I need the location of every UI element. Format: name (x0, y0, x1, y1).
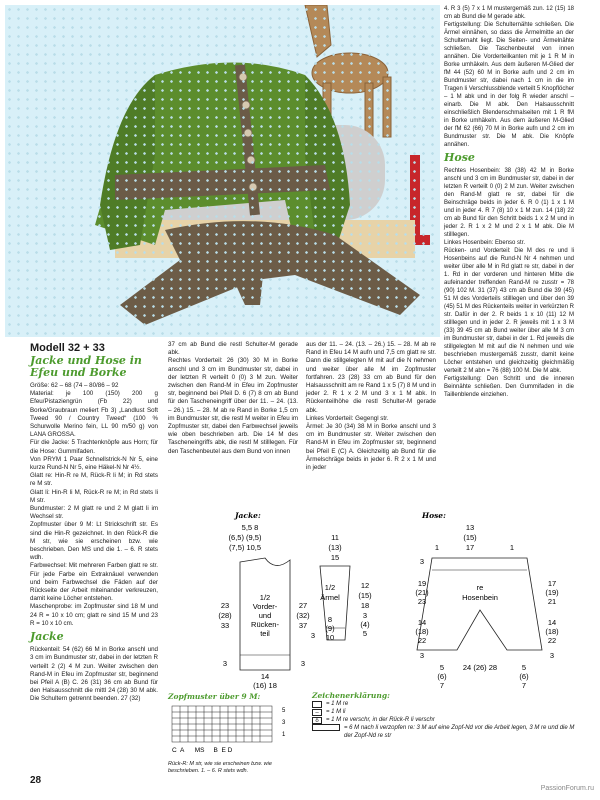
text-linkes-hosenbein: Linkes Hosenbein: Ebenso str. (444, 240, 526, 246)
aermel-bottom-2: (9) (325, 624, 335, 633)
jacke-top-dim-3: (7,5) 10,5 (228, 543, 262, 552)
text-rechtes-hosenbein: Rechtes Hosenbein: 38 (38) 42 M in Borke anschl und 3 cm im Bundmuster str, dabei in der letzten R verteilt 0 (0) 2 M zun. Weiter zwischen den Rand-M glatt re str, dabei für die Beinschräge beids in jeder 6. R 0 (1) 1 x 1 M und in jeder 4. R 7 (8) 10 x 1 M zun. 14 (18) 22 cm ab Bund für den Schritt beids 1 x 2 M und in jeder 2. R 1 x 2 M und 2 x 1 M abk. Die M stilllegen. (444, 168, 574, 238)
aermel-bottom-1: 8 (327, 615, 333, 624)
jacke-center-3: und (258, 611, 272, 620)
hose-right-4: 14 (547, 618, 557, 627)
hose-top-1: 13 (465, 523, 475, 532)
legend-item-zopf: = 6 M nach li verzopfen re: 3 M auf eine Zopf-Nd vor die Arbeit legen, 3 M re und die M der Zopf-Nd re str (312, 724, 582, 740)
hose-left-2: (21) (415, 588, 429, 597)
aermel-3: 3 (310, 631, 316, 640)
aermel-top-2: (13) (328, 543, 342, 552)
text-fertigstellung: Fertigstellung: Die Schulternähte schließen. Die Ärmel einnähen, so dass die Ärmelmitte an der Schulternaht liegt. Die Seiten- und Ärmelnähte schließen. Die Taschenbeutel von innen annähen. Die Vorderteilkanten mit je 1 R M in Borke umhäkeln. Aus dem äußeren M-Glied der fM 44 (52) 60 M in Borke aufn und 2 cm im Bundmuster str, dabei nach 1 cm in die im Tragen li Verschlussblende verteilt 5 Knopflöcher – 1 M abk und in der folg R wieder anschl – einarb. Die M abk. Den Halsausschnitt einschließlich Blendenschmalseiten mit 1 R fM in Borke umhäkeln. Aus dem äußeren M-Glied der fM 62 (66) 70 M in Borke aufn und 2 cm im Bundmuster str. Die M abk. Die Knöpfe annähen. (444, 22, 574, 148)
zopf-letters: C A MS B E D (172, 747, 233, 754)
hose-bottom-l3: 7 (439, 681, 445, 690)
column-3 (306, 341, 436, 472)
title-line-1: Jacke und Hose in (30, 354, 142, 367)
section-jacke: Jacke (30, 630, 64, 644)
jacke-label: Jacke: (235, 511, 261, 520)
aermel-right-6: 5 (362, 629, 368, 638)
text-zopfmuster: Zopfmuster über 9 M: Lt Strickschrift str. Es sind die Hin-R gezeichnet. In den Rück-R die M str, wie sie erscheinen bzw. wie beschrieben. Den MS und die 1. – 6. R stets wdh. (30, 521, 158, 562)
jacke-top-dim: 5,5 8 (241, 523, 259, 532)
hose-label: Hose: (422, 511, 446, 520)
column-2 (168, 341, 298, 456)
hose-left-6: 22 (417, 636, 427, 645)
jacke-center-5: teil (260, 629, 270, 638)
zopf-grid (168, 704, 298, 756)
legend-item-verschr: δ = 1 M re verschr, in der Rück-R li verschr (312, 716, 582, 724)
product-photo (5, 5, 440, 337)
jacke-center-4: Rücken- (251, 620, 279, 629)
zeichenerklaerung (312, 692, 582, 740)
text-c1: aus der 11. – 24. (13. – 26.) 15. – 28. M ab re Rand in Efeu 14 M aufn und 7,5 cm glatt re str. Dann die stillgelegten M mit auf die N nehmen und weiter über alle M im Zopfmuster fortfahren. 23 (28) 33 cm ab Bund für den Halsausschnitt am re Rand 1 x 5 (7) 8 M und in jeder 2. R 1 x 2 M und 3 x 1 M abk. In Rückenteilhöhe die restl Schulter-M gerade abk. (306, 341, 436, 414)
column-4 (444, 5, 574, 399)
zopfmuster-chart (168, 692, 298, 775)
text-glatt-re: Glatt re: Hin-R re M, Rück-R li M; in Rd stets re M str. (30, 472, 158, 488)
jacke-center-1: 1/2 (259, 593, 271, 602)
jacke-left-1: 23 (220, 601, 230, 610)
hose-schematic (412, 510, 582, 695)
model-heading: Modell 32 + 33 (30, 342, 105, 354)
zopf-row-5: 5 (282, 708, 286, 714)
hose-outline (417, 558, 542, 650)
aermel-top-1: 11 (331, 533, 339, 542)
jacke-right-3: 37 (298, 621, 308, 630)
text-bundmuster: Bundmuster: 2 M glatt re und 2 M glatt li im Wechsel str. (30, 505, 158, 521)
jacke-3-b: 3 (300, 659, 306, 668)
hose-top-right: 1 (509, 543, 515, 552)
hose-bottom: 24 (26) 28 (462, 663, 498, 672)
hose-right-2: (19) (545, 588, 559, 597)
jacke-bottom-2: (16) 18 (253, 681, 277, 690)
text-fertigstellung-hose: Fertigstellung: Den Schritt und die inneren Beinnähte schließen. Den Gummifaden in die Taillenblende einziehen. (444, 376, 574, 398)
zopf-row-3: 3 (282, 720, 286, 726)
text-b1: 37 cm ab Bund die restl Schulter-M gerade abk. (168, 341, 298, 357)
zeichen-label: Zeichenerklärung: (312, 691, 390, 700)
hose-left-1: 19 (417, 579, 427, 588)
text-rechtes-vorderteil: Rechtes Vorderteil: 26 (30) 30 M in Borke anschl und 3 cm im Bundmuster str, dabei in der letzten R verteilt 0 (0) 3 M zun. Weiter zwischen den Rand-M in Efeu im Zopfmuster str, beginnend bei Pfeil D. 6 (7) 8 cm ab Bund für den Tascheneingriff über der 11. – 24. (13. – 26.) 15. – 28. M ab re Rand in Borke 1,5 cm im Bundmuster str, die restl M weiter in Efeu im Zopfmuster str, dabei den Farbwechsel jeweils wie oben beschrieben arb. Die 14 M des Tascheneingriffs abk, die restl M stilllegen. Für den Taschenbeutel aus dem Bund von innen (168, 357, 298, 455)
legend-item-re: = 1 M re (312, 700, 582, 708)
text-glatt-li: Glatt li: Hin-R li M, Rück-R re M; in Rd stets li M str. (30, 488, 158, 504)
hose-center-2: Hosenbein (462, 593, 498, 602)
aermel-label-2: Ärmel (320, 593, 340, 602)
zopf-label: Zopfmuster über 9 M: (168, 692, 261, 701)
aermel-bottom-3: 10 (325, 633, 335, 642)
hose-right-1: 17 (547, 579, 557, 588)
hose-3-a: 3 (419, 557, 425, 566)
aermel-label-1: 1/2 (324, 583, 336, 592)
zopf-caption: Rück-R: M str, wie sie erscheinen bzw. wie beschrieben. 1. – 6. R stets wdh. (168, 761, 272, 774)
jacke-bottom-1: 14 (260, 672, 270, 681)
hose-top-2: (15) (463, 533, 477, 542)
text-material: Material: je 100 (150) 200 g Efeu/Pistaziengrün (Fb 22) und Borke/Graubraun meliert Fb 3) „Landlust Soft Tweed 90 / Country Tweed“ (100 % Schurwolle Merino fein, LL 90 m/50 g) von LANA GROSSA. (30, 390, 158, 439)
jacke-schematic (195, 510, 420, 690)
text-maschenprobe: Maschenprobe: im Zopfmuster sind 18 M und 24 R = 10 x 10 cm; glatt re sind 15 M und 23 R = 10 x 10 cm. (30, 603, 158, 627)
aermel-right-5: (4) (360, 620, 370, 629)
jacke-left-2: (28) (218, 611, 232, 620)
hose-right-6: 22 (547, 636, 557, 645)
hose-left-3: 23 (417, 597, 427, 606)
text-linkes-vorderteil: Linkes Vorderteil: Gegengl str. (306, 414, 389, 422)
aermel-right-1: 12 (360, 581, 370, 590)
jacke-right-2: (32) (296, 611, 310, 620)
legend-item-li: – = 1 M li (312, 708, 582, 716)
text-groesse: Größe: 62 – 68 (74 – 80/86 – 92 (30, 382, 119, 389)
hose-bottom-l2: (6) (437, 672, 447, 681)
hose-3-b: 3 (419, 651, 425, 660)
aermel-right-4: 3 (362, 611, 368, 620)
zopf-row-1: 1 (282, 732, 286, 738)
aermel-right-2: (15) (358, 591, 372, 600)
hose-bottom-r2: (6) (519, 672, 529, 681)
hose-bottom-r1: 5 (521, 663, 527, 672)
hose-left-5: (18) (415, 627, 429, 636)
text-farbwechsel: Farbwechsel: Mit mehreren Farben glatt re str. Für jede Farbe ein Extraknäuel verwenden und beim Farbwechsel die Fäden auf der Rückseite der Arbeit miteinander verkreuzen, damit keine Löcher entstehen. (30, 562, 158, 603)
text-jacke: Für die Jacke: 5 Trachtenknöpfe aus Horn; für die Hose: Gummifaden. (30, 439, 158, 455)
hose-3-c: 3 (549, 651, 555, 660)
aermel-top-3: 15 (330, 553, 340, 562)
jacke-left-3: 33 (220, 621, 230, 630)
title-line-2: Efeu und Borke (30, 366, 127, 379)
jacke-right-1: 27 (298, 601, 308, 610)
text-rueckenteil: Rückenteil: 54 (62) 66 M in Borke anschl und 3 cm im Bundmuster str, dabei in der letzten R verteilt 2 (2) 4 M zun. Weiter zwischen den Rand-M in Efeu im Zopfmuster str, beginnend bei Pfeil A (B) C. 26 (31) 36 cm ab Bund für den Halsausschnitt die mittl 24 (28) 30 M abk. Die Schultern getrennt beenden. 27 (32) (30, 646, 158, 703)
text-nadeln: Von PRYM 1 Paar Schnellstrick-N Nr 5, eine kurze Rund-N Nr 5, eine Häkel-N Nr 4½. (30, 455, 158, 472)
aermel-right-3: 18 (360, 601, 370, 610)
hose-top-3: 17 (465, 543, 475, 552)
text-aermel: Ärmel: Je 30 (34) 38 M in Borke anschl und 3 cm im Bundmuster str. Weiter zwischen den Rand-M in Efeu im Zopfmuster str, beginnend bei Pfeil E (C) A. Gleichzeitig ab Bund für die Ärmelschräge beids in jeder 6. R 2 x 1 M und in jeder (306, 423, 436, 472)
hose-left-4: 14 (417, 618, 427, 627)
jacke-top-dim-2: (6,5) (9,5) (228, 533, 262, 542)
page-number: 28 (30, 775, 42, 786)
hose-bottom-l1: 5 (439, 663, 445, 672)
hose-center-1: re (476, 583, 484, 592)
jacke-3-a: 3 (222, 659, 228, 668)
hose-top-left: 1 (434, 543, 440, 552)
column-1 (30, 341, 158, 704)
section-hose: Hose (444, 151, 475, 164)
hose-right-5: (18) (545, 627, 559, 636)
watermark: PassionForum.ru (540, 785, 594, 792)
text-ruecken-vorderteil: Rücken- und Vorderteil: Die M des re und li Hosenbeins auf die Rund-N Nr 4 nehmen und weiter über alle M in Rd glatt re str, dabei in der 1. Rd in der vorderen und hinteren Mitte die aufeinander treffenden Rand-M re zusstr = 78 (90) 102 M. 31 (37) 43 cm ab Bund die 39 (45) 51 M des Vorderteils stilllegen und über den 39 (45) 51 M des Rückenteils weiter in verkürzten R str. Dafür in der 2. R beids 1 x 10 (11) 12 M stilllegen und in jeder 2. R jeweils mit 1 x 3 M (33) 39 45 cm ab Bund weiter über alle M 3 cm im Bundmuster str, dabei in der 1. Rd jeweils die stillgelegten M mit auf die N nehmen und wie beschrieben mustergemäß zusstr, damit keine Löcher entstehen und gleichzeitig gleichmäßig verteilt 2 M abn = 76 (88) 100 M. Die M abk. (444, 248, 574, 374)
jacke-center-2: Vorder- (252, 602, 278, 611)
hose-right-3: 21 (547, 597, 557, 606)
hose-bottom-r3: 7 (521, 681, 527, 690)
text-d1: 4. R 3 (5) 7 x 1 M mustergemäß zun. 12 (15) 18 cm ab Bund die M gerade abk. (444, 6, 574, 20)
